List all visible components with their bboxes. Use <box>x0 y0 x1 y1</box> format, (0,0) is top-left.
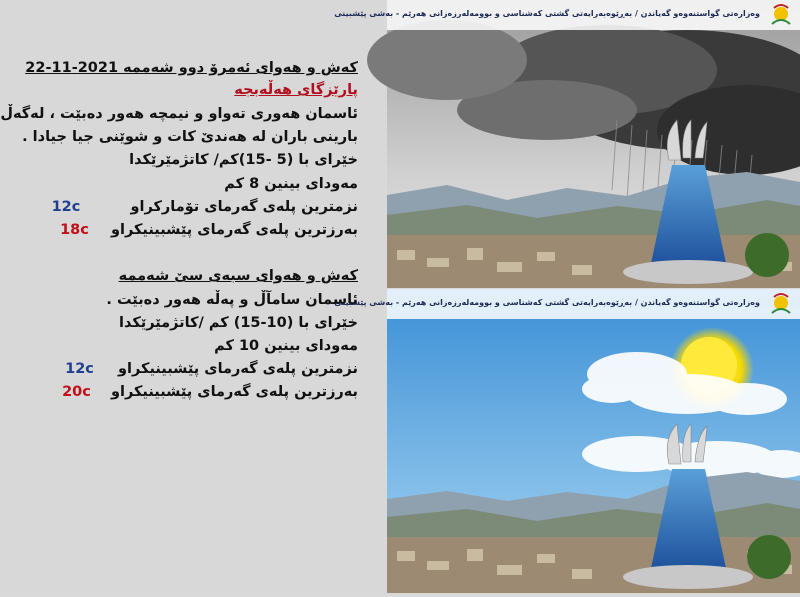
day1-sky-line2: بارینی باران لە هەندێ کات و شوێنی جیا جیادا . <box>22 129 358 145</box>
sunny-scene-illustration <box>387 289 800 593</box>
day2-min-temp-label: نزمترین پلەی گەرمای پێشبینیکراو <box>118 361 358 377</box>
day1-min-temp-value: 12c <box>51 199 81 215</box>
ministry-banner-text: وەزارەتی گواستنەوەو گەیاندن / بەڕێوەبەرایەتی گشتی کەشناسی و بوومەلەرزەزانی هەرێم - بەشی پێشبینی <box>334 298 760 307</box>
day2-wind: خێرای با (10-15) کم /کاتژمێرێکدا <box>119 315 358 331</box>
day1-wind: خێرای با (5 -15)کم/ کاتژمێرێکدا <box>129 152 358 168</box>
ministry-banner-text: وەزارەتی گواستنەوەو گەیاندن / بەڕێوەبەرایەتی گشتی کەشناسی و بوومەلەرزەزانی هەرێم - بەشی پێشبینی <box>334 9 760 18</box>
day2-min-temp <box>65 359 358 379</box>
day2-max-temp-label: بەرزترین پلەی گەرمای پێشبینیکراو <box>111 384 358 400</box>
kurdistan-emblem-icon <box>768 291 794 317</box>
day2-title: کەش و هەوای سبەی سێ شەممە <box>118 268 358 284</box>
day1-title: کەش و هەوای ئەمرۆ دوو شەممە 2021-11-22 <box>25 60 358 76</box>
day2-max-temp <box>62 382 358 402</box>
day2-max-temp-value: 20c <box>62 384 91 400</box>
province-name: پارێزگای هەڵەبجە <box>234 82 358 98</box>
day1-min-temp-label: نزمترین پلەی گەرمای تۆمارکراو <box>130 199 358 215</box>
rainy-scene-illustration <box>387 0 800 288</box>
day2-sky: ئاسمان سامآڵ و پەڵە هەور دەبێت . <box>106 292 358 308</box>
ministry-banner <box>334 0 800 30</box>
day1-visibility: مەودای بینین 8 کم <box>224 176 358 192</box>
rainy-weather-image <box>334 0 800 288</box>
day1-min-temp <box>52 197 358 217</box>
ministry-banner-2 <box>334 289 800 319</box>
day1-sky-line1: ئاسمان هەوری تەواو و نیمچە هەور دەبێت ، لەگەڵ <box>0 106 358 122</box>
day2-min-temp-value: 12c <box>65 361 94 377</box>
kurdistan-emblem-icon <box>768 2 794 28</box>
day1-max-temp <box>60 220 358 240</box>
forecast-text-panel <box>0 0 386 593</box>
day2-visibility: مەودای بینین 10 کم <box>214 338 358 354</box>
sunny-weather-image <box>334 289 800 593</box>
day1-max-temp-value: 18c <box>60 222 89 238</box>
day1-max-temp-label: بەرزترین پلەی گەرمای پێشبینیکراو <box>111 222 358 238</box>
